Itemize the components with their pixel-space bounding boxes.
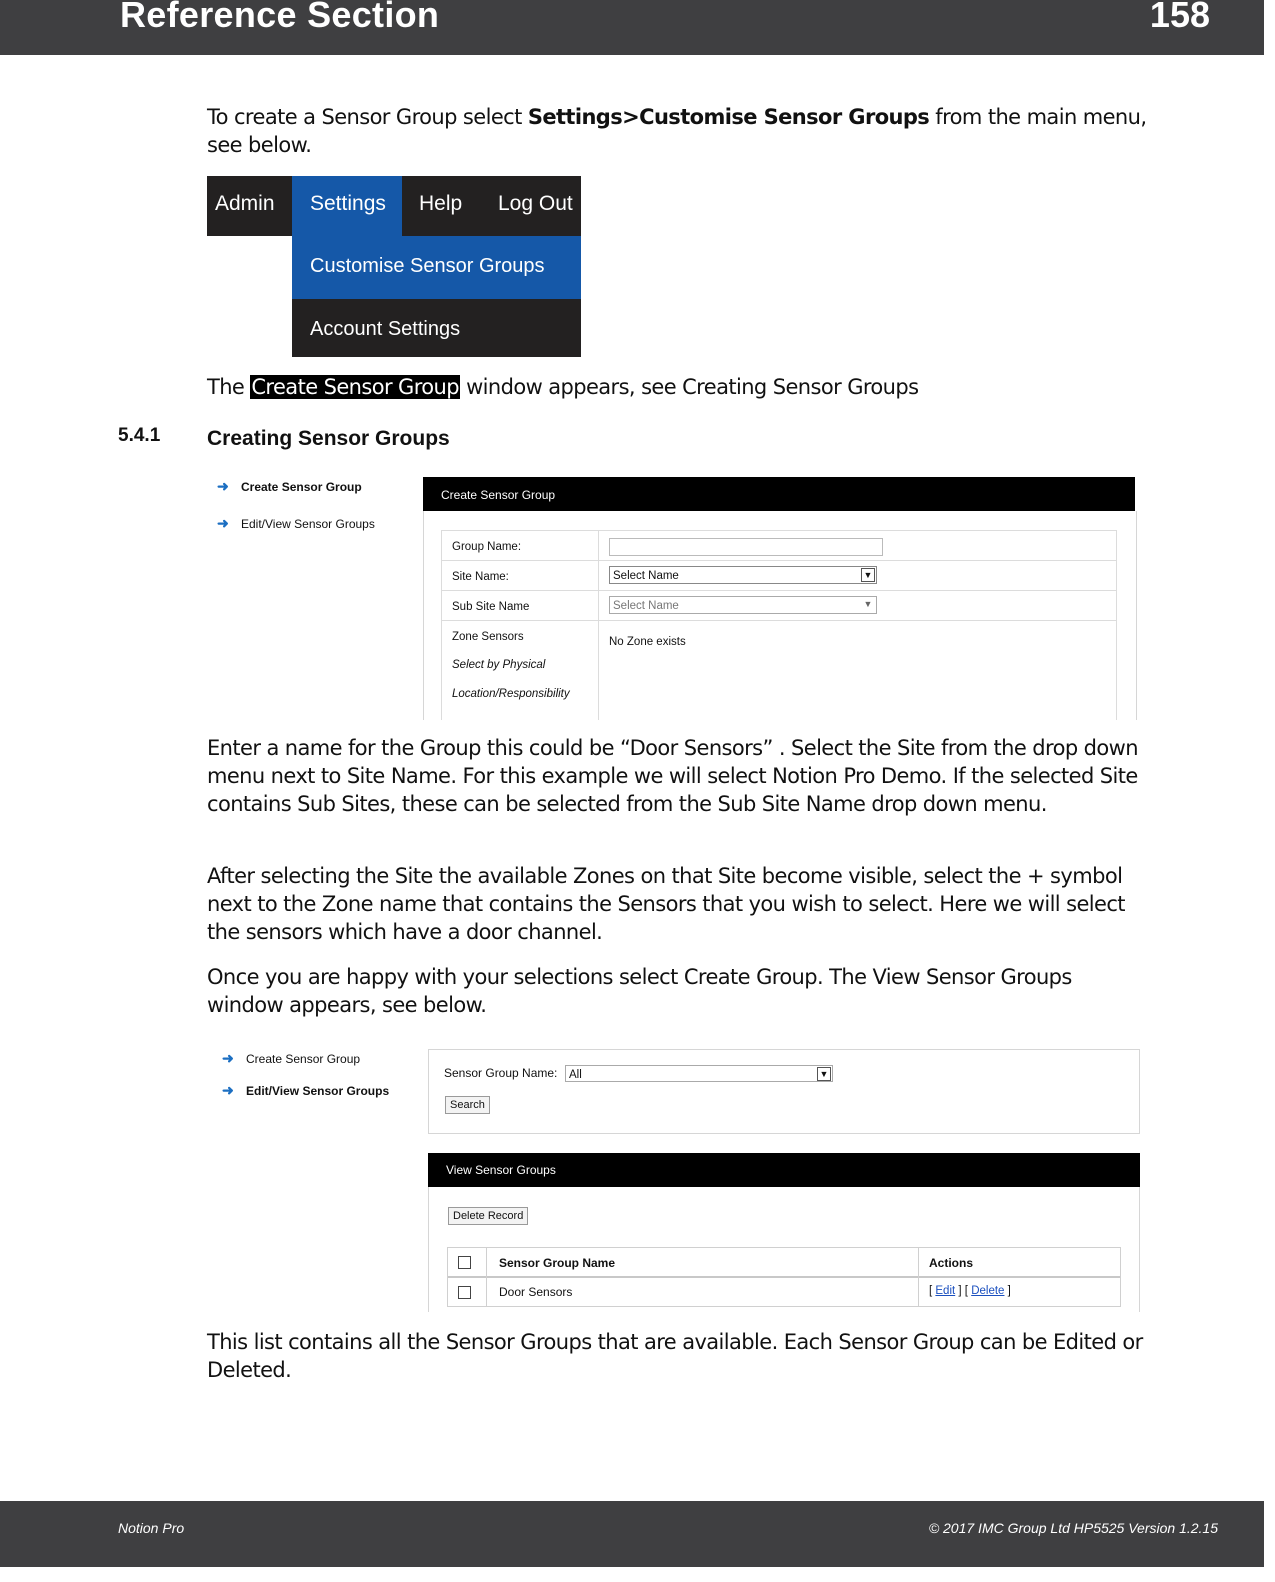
table-row xyxy=(448,1278,1120,1306)
page-header xyxy=(0,0,1264,55)
nav-edit-view-sensor-groups[interactable] xyxy=(217,515,375,532)
menu-admin[interactable]: Admin xyxy=(215,192,275,215)
intro-suffix: from the main menu, see below. xyxy=(207,105,1147,157)
row-group-name: Door Sensors xyxy=(499,1285,573,1299)
site-name-label: Site Name: xyxy=(452,571,509,583)
intro-menu-path: Settings>Customise Sensor Groups xyxy=(527,105,930,129)
paragraph-closing: This list contains all the Sensor Groups that are available. Each Sensor Group can be Edited or Deleted. xyxy=(207,1330,1143,1382)
edit-link[interactable]: Edit xyxy=(935,1285,956,1297)
view-groups-title-bar: View Sensor Groups xyxy=(428,1153,1140,1187)
arrow-right-icon: ➜ xyxy=(222,1050,234,1066)
zone-sensors-label: Zone Sensors xyxy=(452,631,524,643)
footer-copyright: © 2017 IMC Group Ltd HP5525 Version 1.2.15 xyxy=(928,1520,1218,1536)
sub-site-value: Select Name xyxy=(613,600,679,612)
page-footer xyxy=(0,1501,1264,1567)
sub-site-select[interactable] xyxy=(609,596,877,614)
nav-create-label: Create Sensor Group xyxy=(241,479,362,494)
menu-settings[interactable]: Settings xyxy=(292,176,402,236)
create-form-table xyxy=(441,530,1117,720)
nav-create-label: Create Sensor Group xyxy=(246,1051,361,1066)
menu-bar xyxy=(207,176,581,236)
section-title: Creating Sensor Groups xyxy=(207,427,450,450)
row-actions: [ Edit ] [ Delete ] xyxy=(929,1285,1011,1297)
delete-record-button[interactable]: Delete Record xyxy=(448,1207,528,1225)
search-panel xyxy=(428,1049,1140,1134)
footer-product: Notion Pro xyxy=(118,1520,185,1536)
select-all-checkbox[interactable] xyxy=(458,1256,471,1269)
section-number: 5.4.1 xyxy=(118,425,161,446)
zone-value: No Zone exists xyxy=(609,636,686,648)
chevron-down-icon: ▼ xyxy=(817,1067,831,1081)
site-name-value: Select Name xyxy=(613,570,679,582)
intro-prefix: To create a Sensor Group select xyxy=(207,105,528,129)
view-groups-screenshot xyxy=(207,1042,1142,1312)
settings-dropdown xyxy=(292,236,581,357)
delete-link[interactable]: Delete xyxy=(971,1285,1005,1297)
nav-edit-label: Edit/View Sensor Groups xyxy=(246,1083,390,1098)
page-number: 158 xyxy=(1149,0,1210,35)
intro-paragraph xyxy=(207,103,1152,159)
site-name-select[interactable] xyxy=(609,566,877,584)
paragraph-enter-name: Enter a name for the Group this could be “Door Sensors” . Select the Site from the drop down menu next to Site Name. For this example we will select Notion Pro Demo. If the selected Site contains Sub Sites, these can be selected from the Sub Site Name drop down menu. xyxy=(207,736,1138,816)
table-header-row xyxy=(448,1248,1120,1278)
menu-logout[interactable]: Log Out xyxy=(498,192,573,215)
nav-edit-label: Edit/View Sensor Groups xyxy=(241,516,375,531)
search-label: Sensor Group Name: xyxy=(444,1066,558,1080)
row-checkbox[interactable] xyxy=(458,1286,471,1299)
sub-site-label: Sub Site Name xyxy=(452,601,530,613)
nav-edit-view-sensor-groups[interactable] xyxy=(222,1082,389,1099)
row-site-name xyxy=(442,560,1116,591)
column-header-actions: Actions xyxy=(929,1256,974,1270)
column-header-name: Sensor Group Name xyxy=(499,1256,616,1270)
arrow-right-icon: ➜ xyxy=(217,515,229,531)
create-group-body xyxy=(423,511,1137,720)
nav-create-sensor-group[interactable] xyxy=(217,478,362,495)
row-sub-site-name xyxy=(442,590,1116,621)
arrow-right-icon: ➜ xyxy=(217,478,229,494)
menu-account-settings[interactable]: Account Settings xyxy=(310,318,461,340)
search-value: All xyxy=(569,1069,582,1081)
nav-create-sensor-group[interactable] xyxy=(222,1050,360,1067)
view-groups-body xyxy=(428,1187,1140,1312)
row-group-name xyxy=(442,530,1116,561)
create-group-screenshot xyxy=(207,470,1142,720)
header-title: Reference Section xyxy=(120,0,440,35)
paragraph-select-zones: After selecting the Site the available Zones on that Site become visible, select the + symbol next to the Zone name that contains the Sensors that you wish to select. Here we will select the sensors which have a door channel. xyxy=(207,864,1125,944)
window-appears-line xyxy=(207,373,1152,401)
window-line-suffix: window appears, see Creating Sensor Groups xyxy=(460,375,919,399)
menu-screenshot xyxy=(207,176,581,357)
groups-table xyxy=(447,1247,1121,1307)
arrow-right-icon: ➜ xyxy=(222,1082,234,1098)
create-group-title-bar: Create Sensor Group xyxy=(423,477,1135,511)
menu-help[interactable]: Help xyxy=(419,192,463,215)
zone-select-by-label: Select by Physical xyxy=(452,659,546,671)
group-name-label: Group Name: xyxy=(452,541,522,553)
chevron-down-icon: ▼ xyxy=(863,599,873,609)
menu-customise-sensor-groups[interactable]: Customise Sensor Groups xyxy=(292,236,581,299)
group-name-input[interactable] xyxy=(609,538,883,556)
window-line-prefix: The xyxy=(207,375,251,399)
sensor-group-select[interactable] xyxy=(565,1065,833,1082)
chevron-down-icon: ▼ xyxy=(861,568,875,582)
zone-location-label: Location/Responsibility xyxy=(452,688,570,700)
paragraph-create-group: Once you are happy with your selections select Create Group. The View Sensor Groups window appears, see below. xyxy=(207,965,1072,1017)
window-line-highlight: Create Sensor Group xyxy=(251,375,459,399)
search-button[interactable]: Search xyxy=(445,1096,490,1114)
row-zone-sensors xyxy=(442,620,1116,721)
